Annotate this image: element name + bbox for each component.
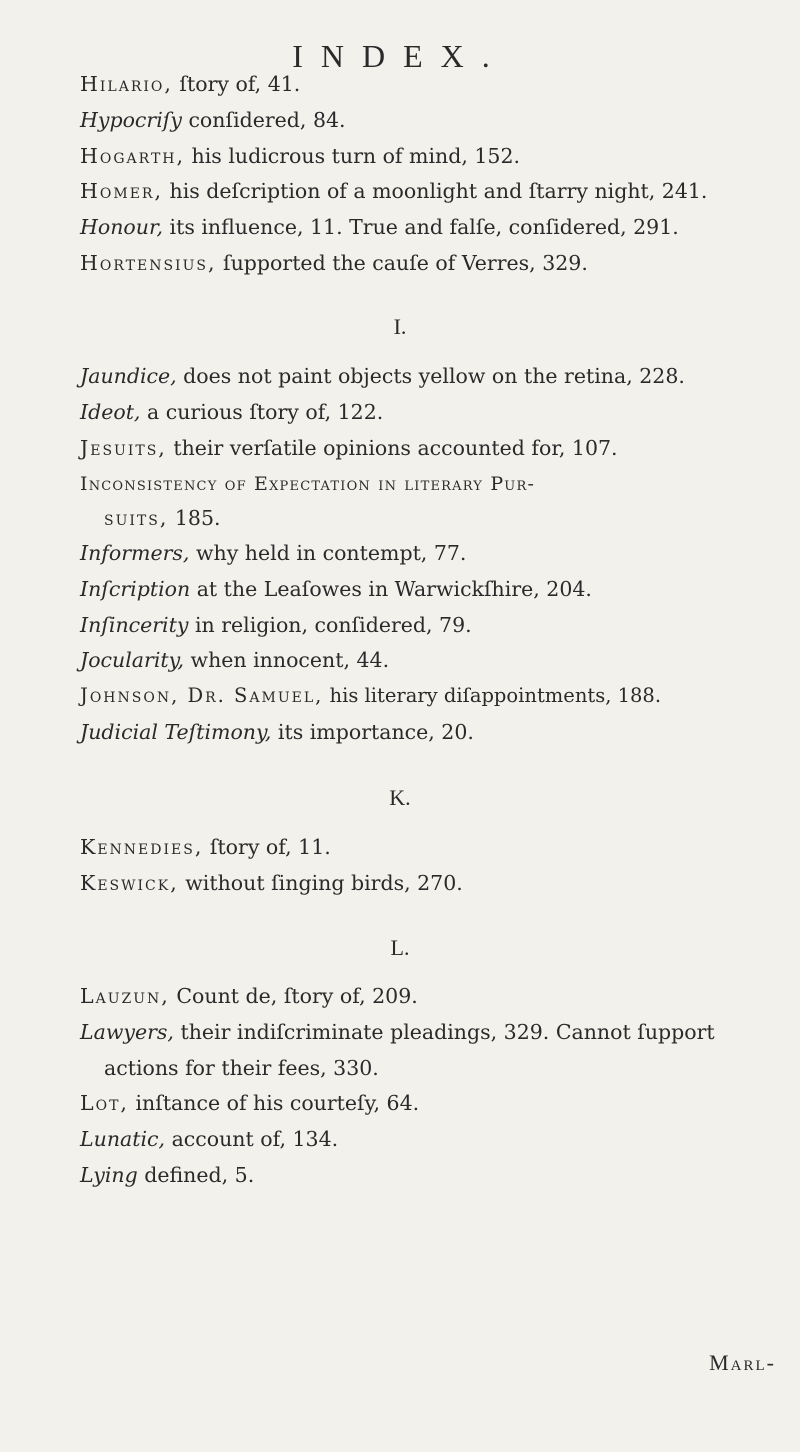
entry-head: Lying: [80, 1163, 138, 1187]
entry-text: defined, 5.: [137, 1163, 255, 1187]
entry-text: a curious ſtory of, 122.: [140, 400, 384, 424]
entry-head: Homer,: [80, 179, 163, 203]
entry-head: suits,: [104, 506, 169, 530]
entry-text: why held in contempt, 77.: [189, 541, 467, 565]
index-entry: [80, 142, 520, 170]
index-entry: [80, 682, 661, 710]
section-letter-k: K.: [389, 785, 411, 810]
page-header: INDEX.: [292, 38, 508, 74]
catchword: Marl-: [709, 1350, 776, 1375]
entry-text: their indiſcriminate pleadings, 329. Cannot ſupport: [173, 1020, 715, 1044]
entry-text: account of, 134.: [165, 1127, 339, 1151]
entry-head: Inſcription: [80, 577, 191, 601]
index-entry: [104, 504, 221, 532]
index-entry: [80, 539, 466, 567]
index-entry: [80, 398, 383, 426]
entry-head: Informers,: [80, 541, 190, 565]
entry-text: Count de, ſtory of, 209.: [169, 984, 418, 1008]
entry-head: Inconsistency of Expectation in literary Pur-: [80, 473, 536, 495]
entry-head: Hypocriſy: [80, 108, 182, 132]
index-entry: [80, 1125, 338, 1153]
entry-text: actions for their fees, 330.: [104, 1056, 379, 1080]
entry-head: Johnson, Dr. Samuel,: [80, 684, 324, 707]
section-letter-l: L.: [390, 935, 410, 960]
index-entry: [104, 1054, 379, 1082]
entry-text: his ludicrous turn of mind, 152.: [185, 144, 521, 168]
index-entry: [80, 213, 679, 241]
entry-head: Honour,: [80, 215, 164, 239]
index-entry: [80, 434, 618, 462]
index-entry: [80, 869, 463, 897]
entry-head: Ideot,: [80, 400, 141, 424]
index-entry: [80, 177, 707, 205]
entry-text: his deſcription of a moonlight and ſtarry night, 241.: [162, 179, 708, 203]
index-entry: [80, 106, 346, 134]
entry-head: Hogarth,: [80, 144, 186, 168]
entry-text: without ſinging birds, 270.: [178, 871, 463, 895]
entry-text: at the Leaſowes in Warwickſhire, 204.: [190, 577, 592, 601]
entry-text: conſidered, 84.: [181, 108, 346, 132]
section-letter-i: I.: [393, 314, 407, 339]
entry-text: its influence, 11. True and falſe, conſidered, 291.: [163, 215, 679, 239]
entry-head: Hilario,: [80, 72, 173, 96]
index-entry: [80, 646, 389, 674]
index-entry: [80, 611, 472, 639]
index-entry: [80, 1161, 254, 1189]
entry-head: Lot,: [80, 1091, 129, 1115]
entry-text: inſtance of his courteſy, 64.: [128, 1091, 420, 1115]
entry-head: Judicial Teſtimony,: [80, 720, 272, 744]
entry-head: Jesuits,: [80, 436, 167, 460]
entry-head: Hortensius,: [80, 251, 217, 275]
index-entry: [80, 982, 418, 1010]
entry-head: Jocularity,: [80, 648, 184, 672]
entry-head: Keswick,: [80, 871, 179, 895]
entry-text: in religion, conſidered, 79.: [188, 613, 472, 637]
index-entry: [80, 833, 331, 861]
entry-head: Inſincerity: [80, 613, 189, 637]
index-entry: [80, 718, 474, 746]
entry-head: Lunatic,: [80, 1127, 166, 1151]
index-entry: [80, 575, 592, 603]
entry-text: his literary diſappointments, 188.: [323, 684, 662, 707]
index-entry: [80, 470, 535, 498]
entry-head: Lawyers,: [80, 1020, 174, 1044]
index-entry: [80, 70, 300, 98]
entry-text: ſtory of, 41.: [172, 72, 301, 96]
index-entry: [80, 249, 588, 277]
entry-text: their verſatile opinions accounted for, 107.: [166, 436, 618, 460]
entry-text: 185.: [168, 506, 221, 530]
entry-head: Jaundice,: [80, 364, 177, 388]
index-entry: [80, 362, 685, 390]
entry-text: does not paint objects yellow on the retina, 228.: [176, 364, 685, 388]
entry-head: Lauzun,: [80, 984, 170, 1008]
entry-text: its importance, 20.: [271, 720, 474, 744]
entry-head: Kennedies,: [80, 835, 204, 859]
entry-text: ſtory of, 11.: [203, 835, 331, 859]
index-entry: [80, 1089, 419, 1117]
entry-text: ſupported the cauſe of Verres, 329.: [216, 251, 588, 275]
entry-text: when innocent, 44.: [184, 648, 390, 672]
index-entry: [80, 1018, 715, 1046]
